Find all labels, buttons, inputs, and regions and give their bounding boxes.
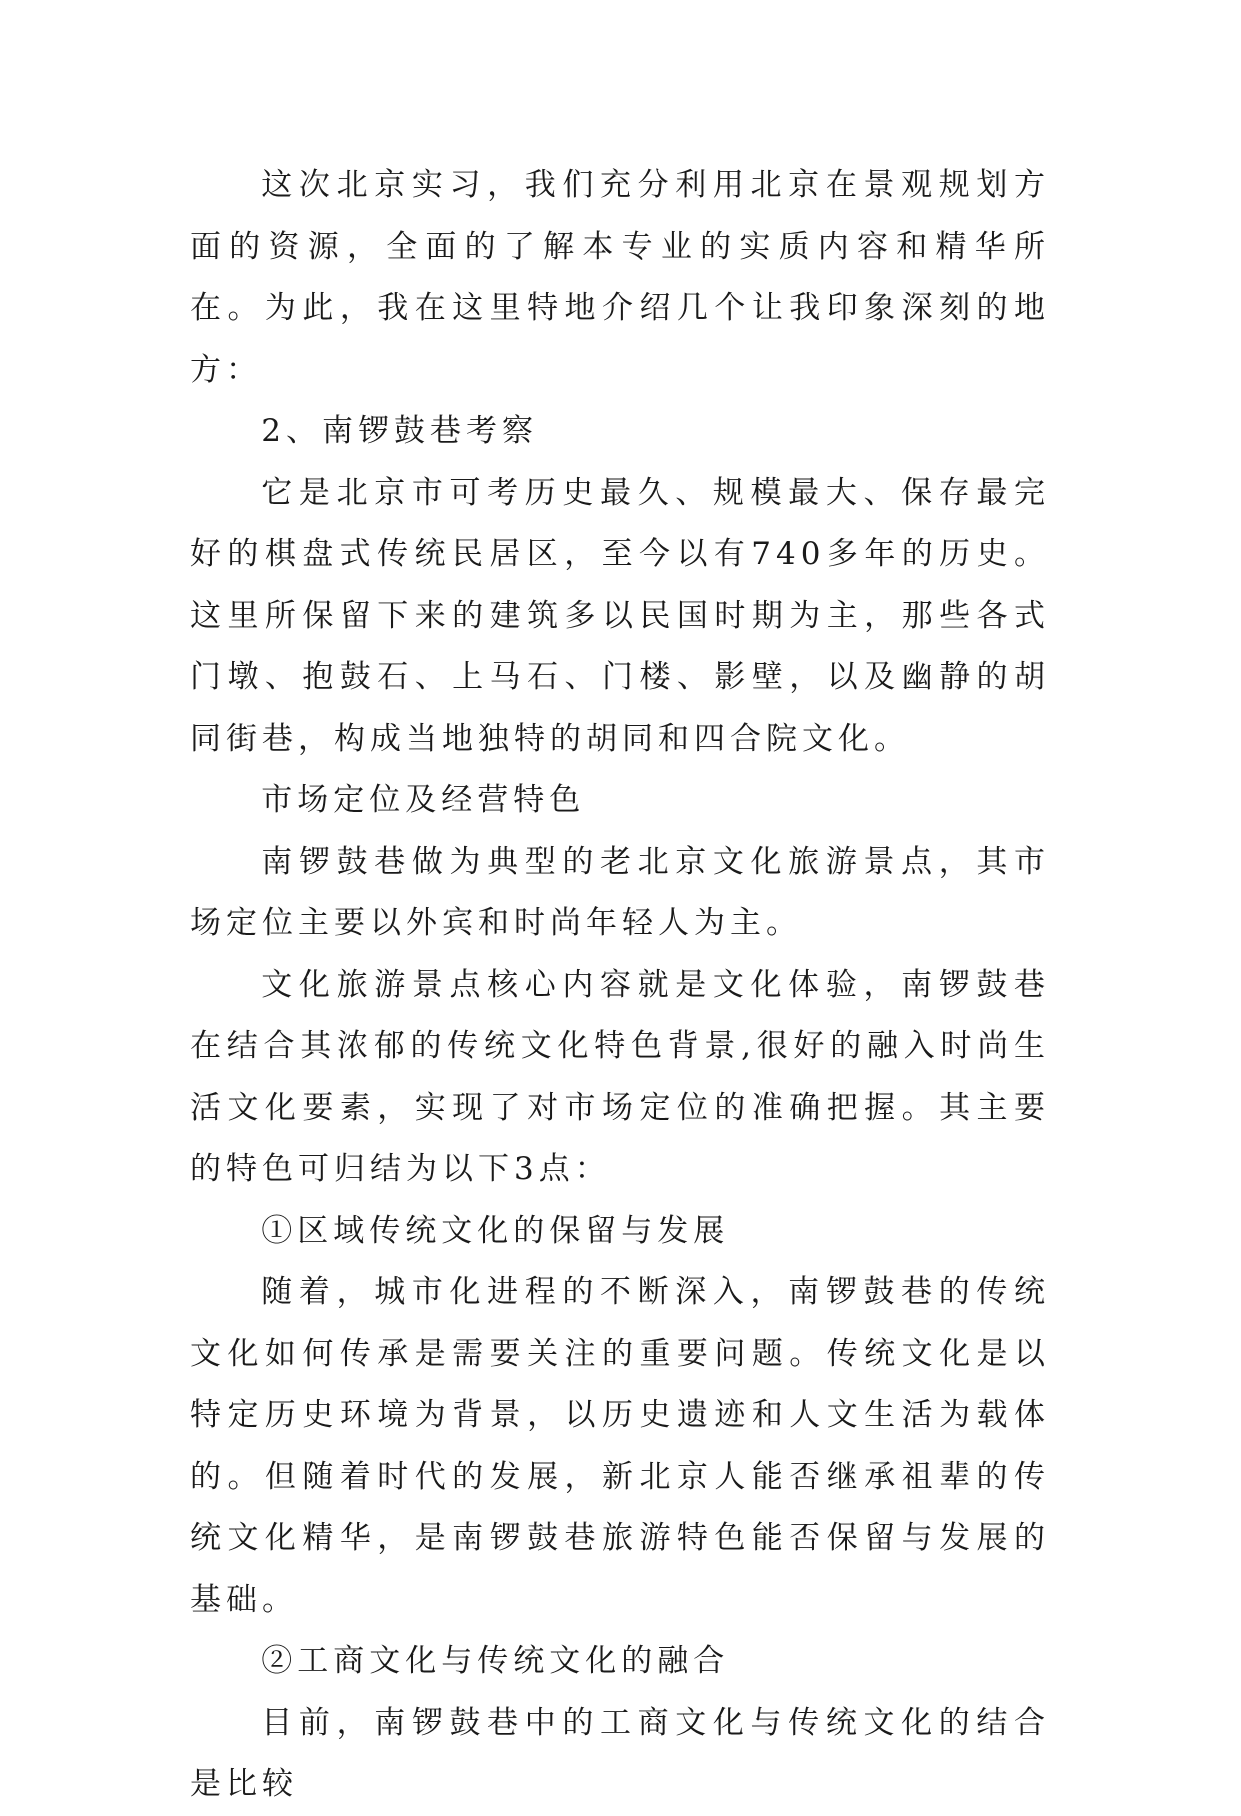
subheading-market-positioning: 市场定位及经营特色: [261, 782, 586, 818]
subheading-point-1: ①区域传统文化的保留与发展: [261, 1212, 730, 1249]
paragraph-urbanization: 随着，城市化进程的不断深入，南锣鼓巷的传统文化如何传承是需要关注的重要问题。传统文化是以特定历史环境为背景，以历史遗迹和人文生活为载体的。但随着时代的发展，新北京人能否继承祖辈的传统文化精华，是南锣鼓巷旅游特色能否保留与发展的基础。: [190, 1274, 1050, 1618]
paragraph-commerce-culture: 目前，南锣鼓巷中的工商文化与传统文化的结合是比较: [190, 1704, 1050, 1802]
paragraph-market-target: 南锣鼓巷做为典型的老北京文化旅游景点，其市场定位主要以外宾和时尚年轻人为主。: [190, 843, 1050, 941]
paragraph-cultural-experience: 文化旅游景点核心内容就是文化体验，南锣鼓巷在结合其浓郁的传统文化特色背景,很好的融入时尚生活文化要素，实现了对市场定位的准确把握。其主要的特色可归结为以下3点：: [190, 966, 1050, 1187]
document-body: [190, 155, 1050, 1816]
paragraph-intro: 这次北京实习，我们充分利用北京在景观规划方面的资源，全面的了解本专业的实质内容和精华所在。为此，我在这里特地介绍几个让我印象深刻的地方：: [190, 167, 1050, 388]
section-heading-nanluoguxiang: 2、南锣鼓巷考察: [261, 413, 539, 449]
paragraph-history: 它是北京市可考历史最久、规模最大、保存最完好的棋盘式传统民居区，至今以有740多年的历史。这里所保留下来的建筑多以民国时期为主，那些各式门墩、抱鼓石、上马石、门楼、影壁，以及幽静的胡同街巷，构成当地独特的胡同和四合院文化。: [190, 474, 1050, 757]
subheading-point-2: ②工商文化与传统文化的融合: [261, 1643, 730, 1679]
